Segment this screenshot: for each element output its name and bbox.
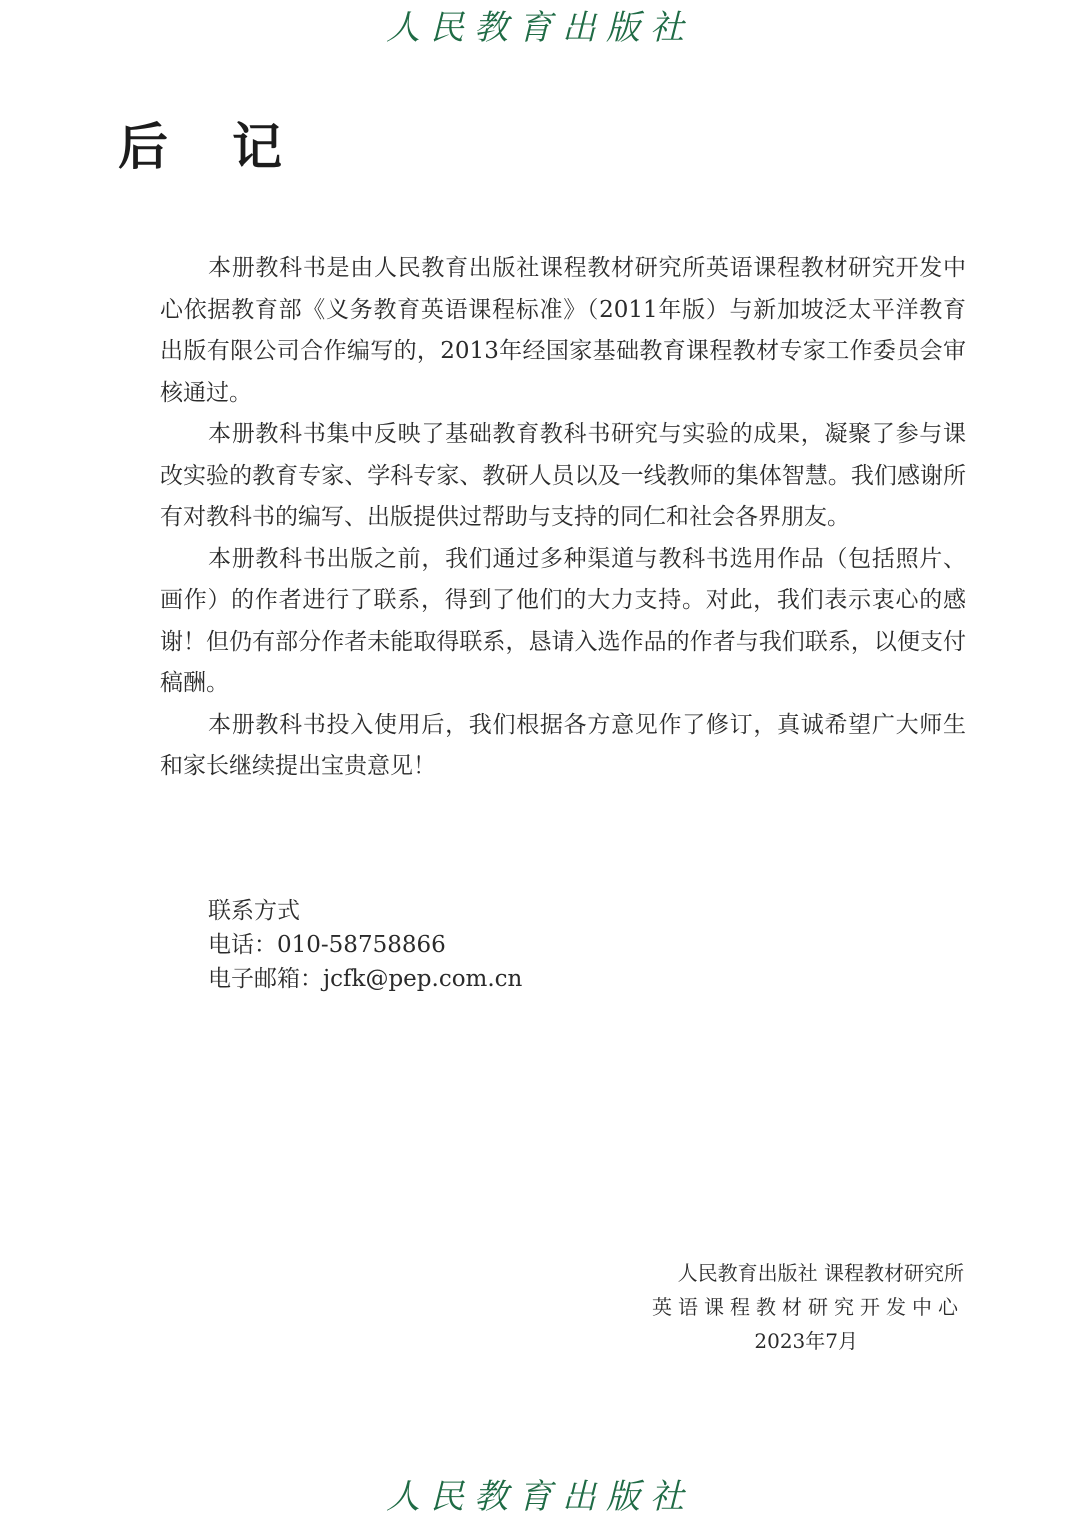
paragraph-3: 本册教科书出版之前，我们通过多种渠道与教科书选用作品（包括照片、画作）的作者进行了联系，得到了他们的大力支持。对此，我们表示衷心的感谢！但仍有部分作者未能取得联系，恳请入选作品的作者与我们联系，以便支付稿酬。: [160, 545, 966, 696]
phone-label: 电话：: [208, 932, 277, 958]
email-row: [208, 962, 522, 996]
paragraph-1: 本册教科书是由人民教育出版社课程教材研究所英语课程教材研究开发中心依据教育部《义务教育英语课程标准》（2011年版）与新加坡泛太平洋教育出版有限公司合作编写的，2013年经国家基础教育课程教材专家工作委员会审核通过。: [160, 255, 966, 406]
page-title: [118, 112, 284, 182]
title-char-1: 后: [118, 117, 170, 176]
contact-title: 联系方式: [208, 898, 300, 924]
afterword-body: [160, 248, 966, 788]
paragraph-2: 本册教科书集中反映了基础教育教科书研究与实验的成果，凝聚了参与课改实验的教育专家、学科专家、教研人员以及一线教师的集体智慧。我们感谢所有对教科书的编写、出版提供过帮助与支持的同仁和社会各界朋友。: [160, 421, 966, 530]
signature-org: 人民教育出版社 课程教材研究所: [677, 1261, 964, 1285]
email-label: 电子邮箱：: [208, 966, 323, 992]
signature-block: [652, 1256, 964, 1358]
email-value: jcfk@pep.com.cn: [323, 966, 523, 992]
contact-info: [208, 894, 522, 996]
publisher-logo-footer: 人民教育出版社: [386, 1477, 694, 1517]
signature-center: 英语课程教材研究开发中心: [652, 1295, 964, 1319]
phone-row: [208, 928, 522, 962]
signature-date: 2023年7月: [754, 1329, 858, 1353]
title-char-2: 记: [232, 117, 284, 176]
publisher-logo-header: 人民教育出版社: [386, 8, 694, 48]
paragraph-4: 本册教科书投入使用后，我们根据各方意见作了修订，真诚希望广大师生和家长继续提出宝贵意见！: [160, 711, 966, 779]
phone-value: 010-58758866: [277, 932, 446, 958]
